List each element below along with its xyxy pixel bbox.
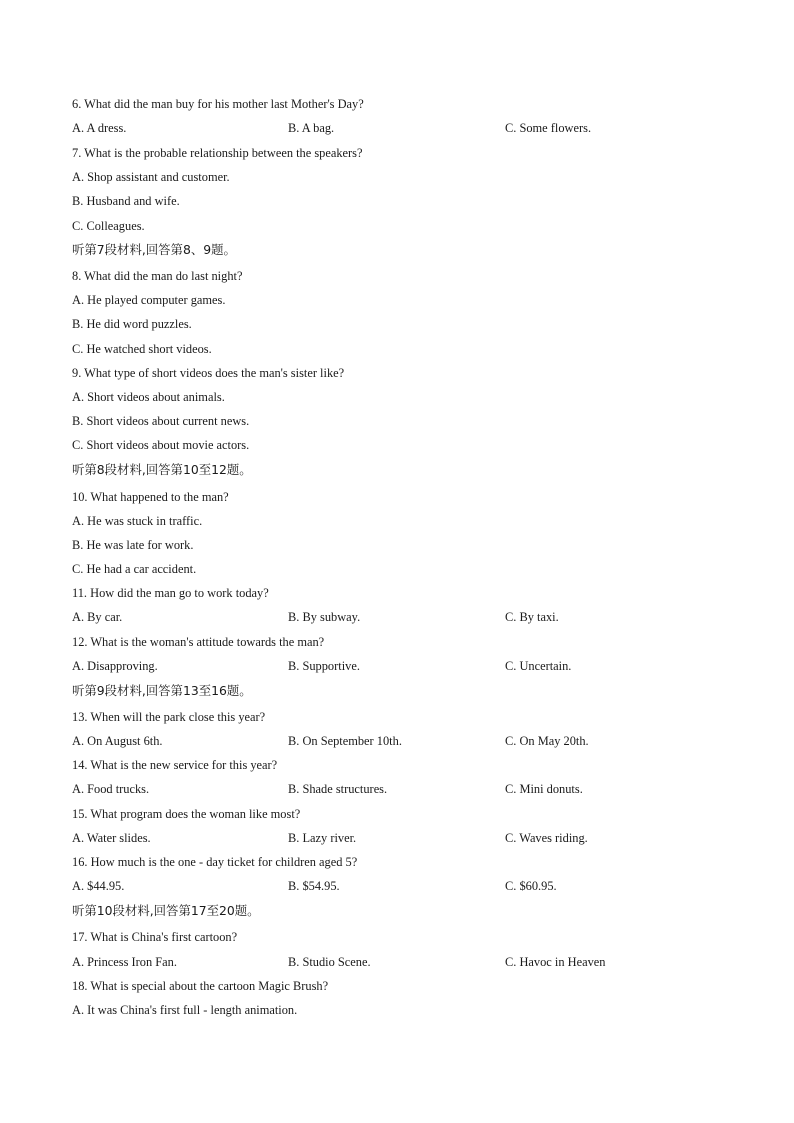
answer-option-b: B. Shade structures. (288, 782, 388, 796)
answer-option-c: C. Mini donuts. (505, 782, 583, 796)
answer-option-c: C. $60.95. (505, 879, 557, 893)
question-text: 10. What happened to the man? (72, 490, 229, 504)
answer-options-row (72, 954, 722, 970)
question-text: 7. What is the probable relationship between the speakers? (72, 146, 363, 160)
section-instruction: 听第9段材料,回答第13至16题。 (72, 683, 252, 698)
answer-option-c: C. Uncertain. (505, 659, 572, 673)
answer-option: C. Colleagues. (72, 219, 145, 233)
answer-option-b: B. By subway. (288, 610, 361, 624)
answer-option-a: A. Water slides. (72, 831, 151, 845)
answer-option-c: C. Havoc in Heaven (505, 955, 606, 969)
section-instruction: 听第7段材料,回答第8、9题。 (72, 242, 236, 257)
question-text: 14. What is the new service for this year? (72, 758, 278, 772)
answer-option-c: C. Waves riding. (505, 831, 588, 845)
answer-option: A. Short videos about animals. (72, 390, 225, 404)
question-text: 18. What is special about the cartoon Magic Brush? (72, 979, 329, 993)
answer-option-b: B. Supportive. (288, 659, 360, 673)
answer-options-row (72, 658, 722, 674)
answer-options-row (72, 120, 722, 136)
answer-option: A. He was stuck in traffic. (72, 514, 203, 528)
answer-option-a: A. $44.95. (72, 879, 125, 893)
answer-option-b: B. Studio Scene. (288, 955, 371, 969)
answer-options-row (72, 733, 722, 749)
answer-option: B. Husband and wife. (72, 194, 180, 208)
section-instruction: 听第8段材料,回答第10至12题。 (72, 462, 252, 477)
answer-option: C. He watched short videos. (72, 342, 212, 356)
answer-option-a: A. On August 6th. (72, 734, 163, 748)
answer-option-b: B. $54.95. (288, 879, 340, 893)
answer-option-c: C. By taxi. (505, 610, 559, 624)
answer-option-a: A. By car. (72, 610, 123, 624)
answer-option-a: A. Princess Iron Fan. (72, 955, 177, 969)
answer-option-c: C. Some flowers. (505, 121, 592, 135)
answer-option-b: B. Lazy river. (288, 831, 357, 845)
question-text: 6. What did the man buy for his mother last Mother's Day? (72, 97, 364, 111)
question-text: 15. What program does the woman like most? (72, 807, 301, 821)
answer-option-c: C. On May 20th. (505, 734, 589, 748)
question-text: 16. How much is the one - day ticket for children aged 5? (72, 855, 358, 869)
answer-options-row (72, 781, 722, 797)
question-text: 17. What is China's first cartoon? (72, 930, 238, 944)
question-text: 13. When will the park close this year? (72, 710, 266, 724)
answer-options-row (72, 878, 722, 894)
answer-option: A. Shop assistant and customer. (72, 170, 230, 184)
answer-option: B. He was late for work. (72, 538, 194, 552)
answer-option-b: B. On September 10th. (288, 734, 402, 748)
answer-options-row (72, 830, 722, 846)
answer-option: A. He played computer games. (72, 293, 226, 307)
answer-option-a: A. Food trucks. (72, 782, 150, 796)
answer-option: B. He did word puzzles. (72, 317, 192, 331)
question-text: 8. What did the man do last night? (72, 269, 243, 283)
answer-option-b: B. A bag. (288, 121, 335, 135)
answer-option: C. He had a car accident. (72, 562, 197, 576)
question-text: 11. How did the man go to work today? (72, 586, 269, 600)
answer-option-a: A. Disapproving. (72, 659, 158, 673)
answer-option: A. It was China's first full - length animation. (72, 1003, 298, 1017)
section-instruction: 听第10段材料,回答第17至20题。 (72, 903, 260, 918)
answer-option: C. Short videos about movie actors. (72, 438, 250, 452)
answer-options-row (72, 609, 722, 625)
answer-option: B. Short videos about current news. (72, 414, 250, 428)
question-text: 9. What type of short videos does the man's sister like? (72, 366, 345, 380)
answer-option-a: A. A dress. (72, 121, 127, 135)
question-text: 12. What is the woman's attitude towards the man? (72, 635, 325, 649)
